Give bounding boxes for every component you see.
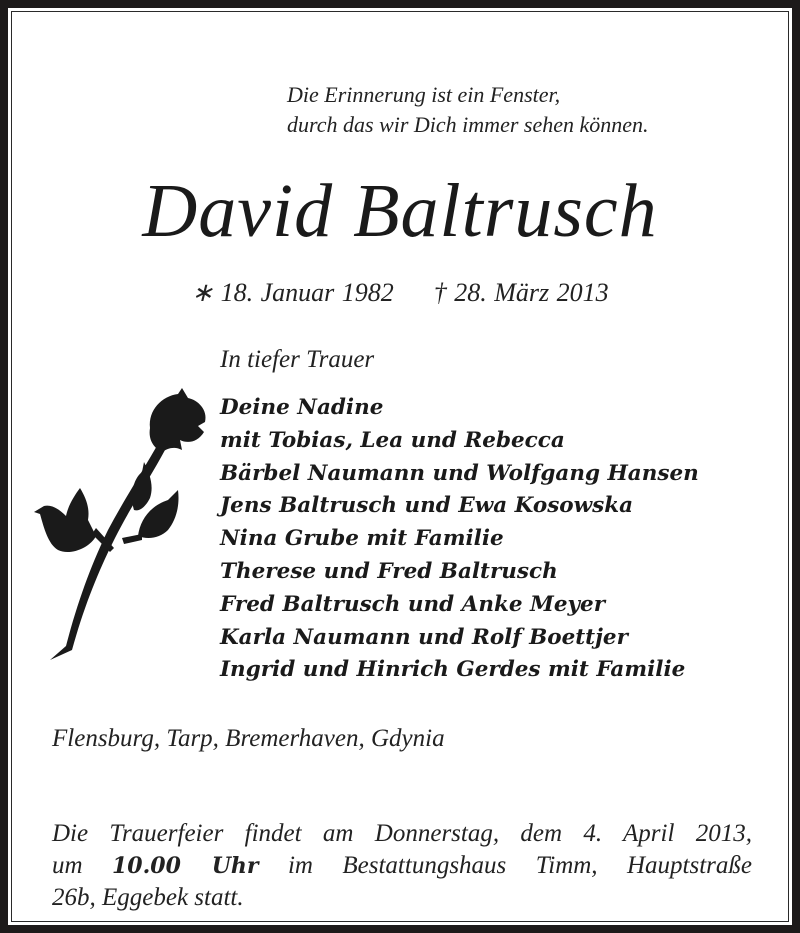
mourner-line: mit Tobias, Lea und Rebecca bbox=[220, 427, 565, 453]
service-line: 26b, Eggebek statt. bbox=[52, 884, 244, 911]
funeral-service-info bbox=[52, 818, 752, 914]
mourner-line: Bärbel Naumann und Wolfgang Hansen bbox=[220, 460, 699, 486]
quote-line: Die Erinnerung ist ein Fenster, bbox=[287, 82, 561, 107]
mourner-line: Therese und Fred Baltrusch bbox=[220, 558, 558, 584]
mourner-line: Ingrid und Hinrich Gerdes mit Familie bbox=[220, 657, 686, 683]
mourner-line: Jens Baltrusch und Ewa Kosowska bbox=[220, 493, 634, 519]
mourner-line: Karla Naumann und Rolf Boettjer bbox=[220, 624, 628, 650]
places: Flensburg, Tarp, Bremerhaven, Gdynia bbox=[52, 725, 445, 752]
deceased-name: David Baltrusch bbox=[142, 169, 658, 253]
mourner-line: Fred Baltrusch und Anke Meyer bbox=[220, 591, 606, 617]
life-dates bbox=[0, 276, 800, 310]
service-line: Die Trauerfeier findet am Donnerstag, dem 4. April 2013, bbox=[52, 820, 752, 847]
mourners-list bbox=[220, 392, 699, 687]
mourner-line: Deine Nadine bbox=[220, 395, 384, 420]
rose-icon bbox=[30, 388, 210, 663]
birth-date: ∗ 18. Januar 1982 bbox=[191, 278, 394, 307]
memorial-quote bbox=[287, 80, 649, 140]
service-text: im Bestattungshaus Timm, Hauptstraße bbox=[287, 851, 752, 879]
service-time: 10.00 Uhr bbox=[112, 852, 259, 879]
service-line bbox=[52, 850, 752, 883]
service-text: um bbox=[52, 851, 83, 879]
quote-line: durch das wir Dich immer sehen können. bbox=[287, 112, 649, 137]
mourning-intro: In tiefer Trauer bbox=[220, 346, 375, 373]
mourner-line: Nina Grube mit Familie bbox=[220, 526, 504, 552]
death-date: † 28. März 2013 bbox=[433, 278, 609, 307]
